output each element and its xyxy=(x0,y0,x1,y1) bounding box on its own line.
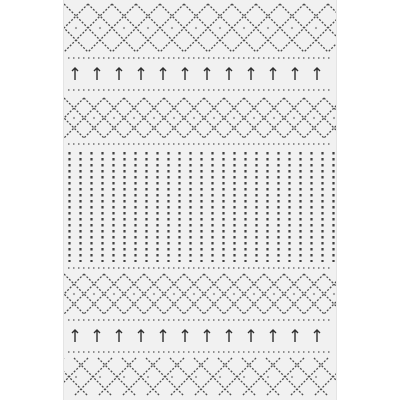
top-lattice-dot xyxy=(291,27,293,29)
lower-lattice-dot xyxy=(73,293,75,295)
upper-lattice-dot xyxy=(73,117,75,119)
lower-lattice-dot xyxy=(213,293,215,295)
bottom-lattice-dot xyxy=(147,376,149,378)
bottom-lattice-dot xyxy=(99,376,101,378)
lower-lattice-dot xyxy=(293,293,295,295)
upper-lattice-dot xyxy=(133,117,135,119)
rug xyxy=(64,0,336,400)
bottom-lattice-dot xyxy=(195,376,197,378)
lower-lattice-dot xyxy=(233,293,235,295)
top-lattice-dot xyxy=(315,27,317,29)
bottom-lattice-dot xyxy=(243,376,245,378)
lower-lattice-dot xyxy=(333,293,335,295)
upper-lattice-dot xyxy=(313,117,315,119)
upper-lattice-dot xyxy=(153,117,155,119)
lower-lattice-dot xyxy=(93,293,95,295)
upper-lattice-dot xyxy=(173,117,175,119)
lower-lattice-dot xyxy=(173,293,175,295)
bottom-lattice-dot xyxy=(171,376,173,378)
top-lattice-dot xyxy=(123,27,125,29)
upper-lattice-dot xyxy=(293,117,295,119)
lower-lattice-dot xyxy=(153,293,155,295)
upper-lattice-dot xyxy=(113,117,115,119)
rug-pattern xyxy=(64,0,336,400)
top-lattice-dot xyxy=(219,27,221,29)
upper-lattice-dot xyxy=(193,117,195,119)
top-lattice-dot xyxy=(243,27,245,29)
upper-lattice-dot xyxy=(253,117,255,119)
bottom-lattice-dot xyxy=(219,376,221,378)
upper-lattice-dot xyxy=(93,117,95,119)
lower-lattice-dot xyxy=(193,293,195,295)
top-lattice-dot xyxy=(171,27,173,29)
upper-lattice-dot xyxy=(233,117,235,119)
top-lattice-dot xyxy=(99,27,101,29)
lower-lattice-dot xyxy=(253,293,255,295)
bottom-lattice-dot xyxy=(267,376,269,378)
upper-lattice-dot xyxy=(273,117,275,119)
bottom-lattice-dot xyxy=(123,376,125,378)
top-lattice-dot xyxy=(267,27,269,29)
lower-lattice-dot xyxy=(113,293,115,295)
bottom-lattice-dot xyxy=(75,376,77,378)
top-lattice-dot xyxy=(195,27,197,29)
lower-lattice-dot xyxy=(133,293,135,295)
upper-lattice-dot xyxy=(333,117,335,119)
top-lattice-dot xyxy=(147,27,149,29)
upper-lattice-dot xyxy=(213,117,215,119)
lower-lattice-dot xyxy=(273,293,275,295)
lower-lattice-dot xyxy=(313,293,315,295)
top-lattice-dot xyxy=(75,27,77,29)
bottom-lattice-dot xyxy=(315,376,317,378)
bottom-lattice-dot xyxy=(291,376,293,378)
